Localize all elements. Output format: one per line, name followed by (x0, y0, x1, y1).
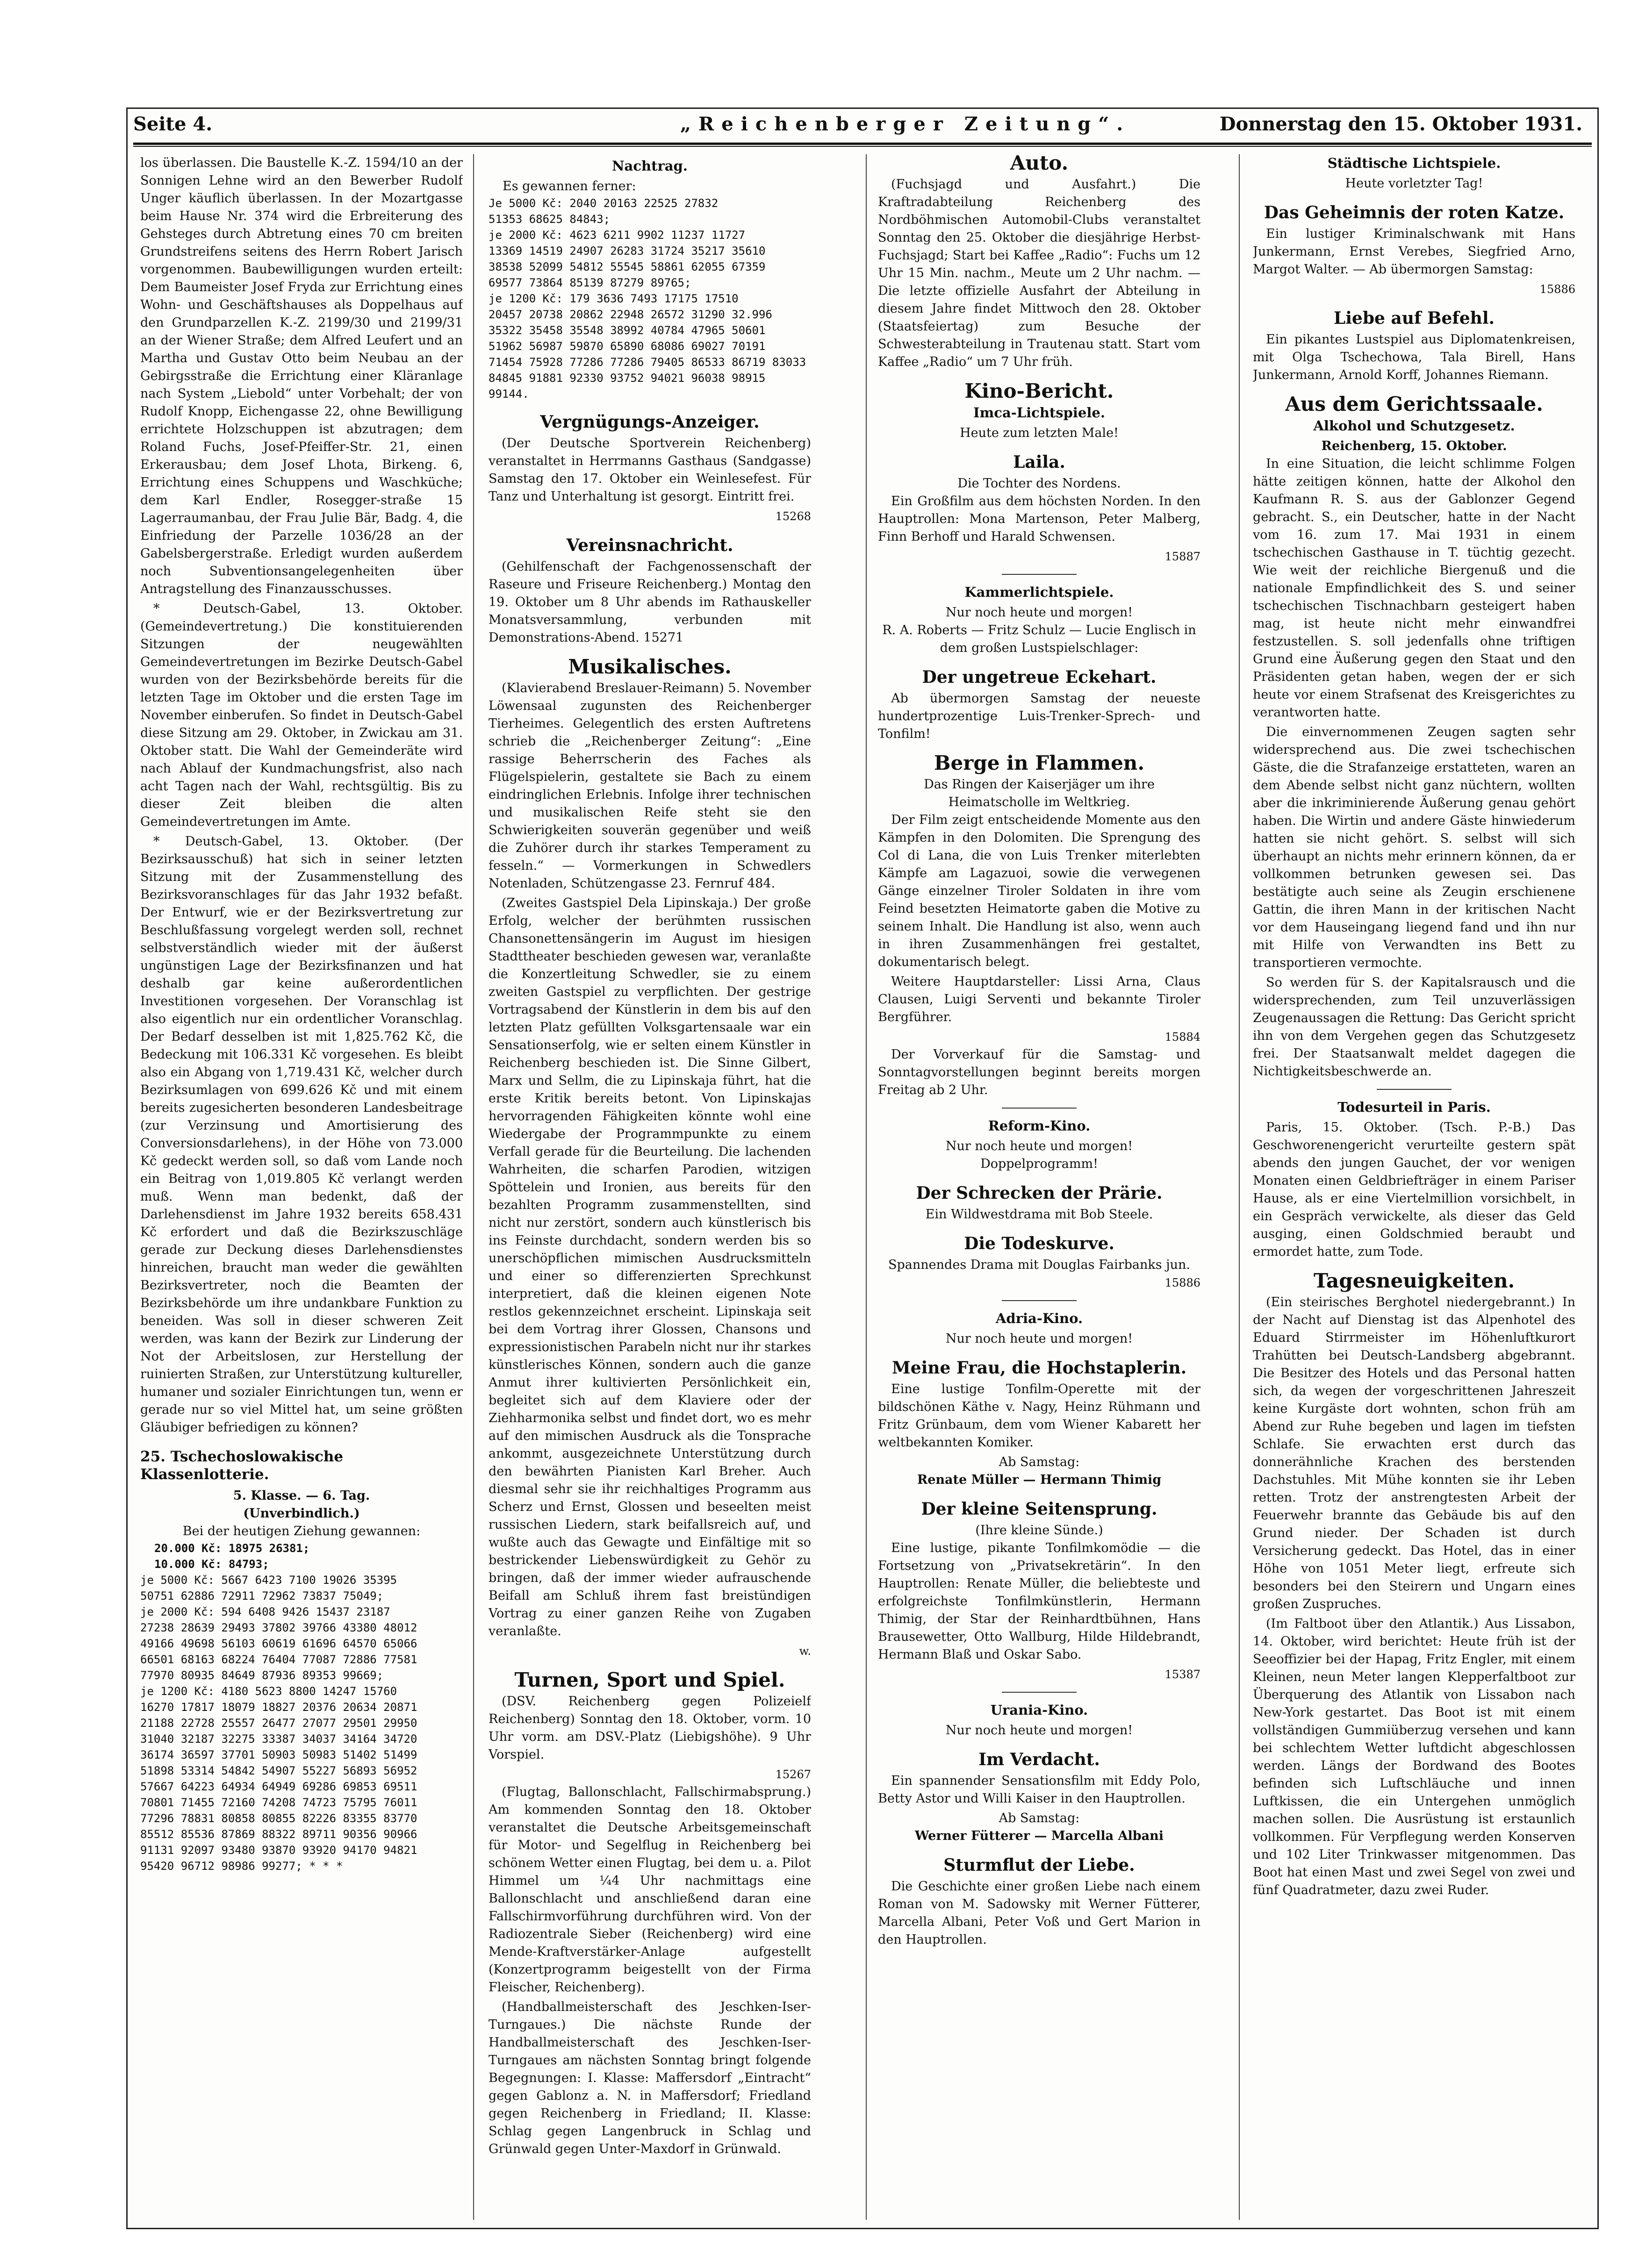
article-paragraph: (Ein steirisches Berghotel niedergebrannt.) In der Nacht auf Dienstag ist das Alpenhotel des Eduard Stirrmeister im Höhenluftkurort Trahütten bei Deutsch-Landsberg abgebrannt. Die Besitzer des Hotels und das Personal hatten sich, da wegen der vorgeschrittenen Jahreszeit keine Kurgäste dort wohnten, schon früh am Abend zur Ruhe begeben und lagen im tiefsten Schlafe. Sie erwachten erst durch das donnerähnliche Krachen des berstenden Dachstuhles. Mit Mühe konnten sie ihr Leben retten. Trotz der anstrengtesten Arbeit der Feuerwehr brannte das Gebäude bis auf den Grund nieder. Der Schaden ist durch Versicherung gedeckt. Das Hotel, das in einer Höhe von 1051 Meter liegt, erfreute sich besonders bei den Steirern und Ungarn eines großen Zuspruches. (1253, 1295, 1575, 1611)
film-title: Sturmflut der Liebe. (943, 1855, 1135, 1875)
film-cast: Werner Fütterer — Marcella Albani (915, 1829, 1164, 1843)
lottery-line: 31040 32187 32275 33387 34037 34164 34720 (140, 1732, 417, 1746)
nachtrag-line: je 2000 Kč: 4623 6211 9902 11237 11727 (489, 229, 746, 242)
section-title-musik: Musikalisches. (568, 655, 732, 678)
film-description: Ein Großfilm aus dem höchsten Norden. In den Hauptrollen: Mona Martenson, Peter Malberg, Finn Berhoff und Harald Schwensen. (878, 494, 1200, 544)
nachtrag-numbers (489, 195, 811, 402)
column-divider (1239, 154, 1240, 2220)
film-date: Ab Samstag: (999, 1455, 1080, 1469)
lottery-line: 36174 36597 37701 50903 50983 51402 51499 (140, 1748, 417, 1761)
ad-number: 15886 (1539, 283, 1575, 296)
film-title: Die Todeskurve. (964, 1234, 1114, 1253)
cinema-name: Adria-Kino. (995, 1310, 1083, 1326)
lottery-numbers (140, 1540, 463, 1874)
author-signature: w. (799, 1645, 811, 1658)
film-description: Ein spannender Sensationsfilm mit Eddy Polo, Betty Astor und Willi Kaiser in den Hauptrollen. (878, 1774, 1200, 1806)
article-paragraph: (Gehilfenschaft der Fachgenossenschaft der Raseure und Friseure Reichenberg.) Montag den 19. Oktober um 8 Uhr abends im Rathauskeller Monatsversammlung, verbunden mit Demonstrations-Abend. 15271 (489, 559, 811, 645)
film-date: Ab Samstag: (999, 1811, 1080, 1825)
film-description: Der Film zeigt entscheidende Momente aus den Kämpfen in den Dolomiten. Die Sprengung des Col di Lana, die von Luis Trenker miterlebten Kämpfe am Lagazuoi, sowie die verwegenen Gänge einzelner Tiroler Soldaten in ihre vom Feind besetzten Heimatorte gaben die Motive zu seinem Inhalt. Die Handlung ist also, wenn auch in ihren Zusammenhängen frei gestaltet, dokumentarisch belegt. (878, 813, 1200, 969)
film-title: Das Geheimnis der roten Katze. (1264, 203, 1565, 222)
cinema-line: Nur noch heute und morgen! (945, 605, 1133, 620)
nachtrag-line: 71454 75928 77286 77286 79405 86533 86719 83033 (489, 356, 806, 369)
article-paragraph: * Deutsch-Gabel, 13. Oktober. (Der Bezirksausschuß) hat sich in seiner letzten Sitzung mit der Zusammenstellung des Bezirksvoranschlages für das Jahr 1932 befaßt. Der Entwurf, wie er der Bezirksvertretung zur Beschlußfassung vorgelegt werden soll, rechnet selbstverständlich wieder mit der äußerst ungünstigen Lage der Bezirksfinanzen und hat deshalb gar keine außerordentlichen Investitionen vorgesehen. Der Voranschlag ist also eigentlich nur ein ordentlicher Voranschlag. Der Bedarf desselben ist mit 1,825.762 Kč, die Bedeckung mit 106.331 Kč vorgesehen. Es bleibt also ein Abgang von 1,719.431 Kč, welcher durch Bezirksumlagen von 699.626 Kč und mit einem bereits zugesicherten besonderen Landesbeitrage (zur Verzinsung und Amortisierung des Conversionsdarlehens), in der Höhe von 73.000 Kč gedeckt werden soll, so daß vom Lande noch ein Beitrag von 1,019.805 Kč verlangt werden muß. Wenn man bedenkt, daß der Darlehensdienst im Jahre 1932 bereits 658.431 Kč erfordert und daß die Bezirkszuschläge gerade zur Deckung dieses Darlehensdienstes hinreichen, braucht man weder die gewählten Bezirksvertreter, noch die Beamten der Bezirksbehörde um ihre undankbare Funktion zu beneiden. Was soll in dieser schweren Zeit werden, was kann der Bezirk zur Linderung der Not der Arbeitslosen, zur Herstellung der ruinierten Straßen, zur Unterstützung kultureller, humaner und sozialer Einrichtungen tun, wenn er gerade nur so viel Mittel hat, um seine größten Gläubiger befriedigen zu können? (140, 834, 463, 1435)
film-cast: Renate Müller — Hermann Thimig (917, 1473, 1162, 1487)
section-title-kino: Kino-Bericht. (964, 379, 1114, 402)
article-paragraph: So werden für S. der Kapitalsrausch und die widersprechenden, zum Teil unzuverlässigen Zeugenaussagen die Rettung: Das Gericht spricht ihn von dem Vergehen gegen das Schutzgesetz frei. Der Staatsanwalt meldet dagegen die Nichtigkeitsbeschwerde an. (1253, 975, 1575, 1079)
separator (1002, 1108, 1077, 1109)
ad-number: 15268 (775, 510, 811, 523)
lottery-line: je 2000 Kč: 594 6408 9426 15437 23187 (140, 1605, 390, 1618)
section-title-verein: Vereinsnachricht. (566, 536, 733, 555)
film-subtitle: Ein Wildwestdrama mit Bob Steele. (925, 1207, 1153, 1222)
column-4 (1253, 154, 1575, 2220)
lottery-class: 5. Klasse. — 6. Tag. (233, 1488, 370, 1503)
section-title-turnen: Turnen, Sport und Spiel. (514, 1668, 785, 1691)
cinema-line: Nur noch heute und morgen! (945, 1723, 1133, 1738)
article-paragraph: (Der Deutsche Sportverein Reichenberg) veranstaltet in Herrmanns Gasthaus (Sandgasse) Samstag den 17. Oktober ein Weinlesefest. Für Tanz und Unterhaltung ist gesorgt. Eintritt frei. (489, 436, 811, 504)
article-title: Todesurteil in Paris. (1337, 1099, 1491, 1115)
article-paragraph: Paris, 15. Oktober. (Tsch. P.-B.) Das Geschworenengericht verurteilte gestern spät abends den jungen Gauchet, der vor wenigen Monaten einen Geldbriefträger in einem Pariser Hause, als er eine Viertelmillion vorsichbelt, in ein Gespräch verwickelte, als dieser das Geld ausging, einen Goldschmied beraubt und ermordet hatte, zum Tode. (1253, 1120, 1575, 1259)
article-paragraph: (Handballmeisterschaft des Jeschken-Iser-Turngaues.) Die nächste Runde der Handballmeisterschaft des Jeschken-Iser-Turngaues am nächsten Sonntag bringt folgende Begegnungen: I. Klasse: Maffersdorf „Eintracht“ gegen Gablonz a. N. in Maffersdorf; Friedland gegen Reichenberg in Friedland; II. Klasse: Schlag gegen Langenbruck in Schlag und Grünwald gegen Unter-Maxdorf in Grünwald. (489, 2000, 811, 2156)
lottery-line: 27238 28639 29493 37802 39766 43380 48012 (140, 1621, 417, 1634)
column-1 (140, 154, 463, 2220)
cinema-line: Nur noch heute und morgen! (945, 1139, 1133, 1153)
film-description: Ein pikantes Lustspiel aus Diplomatenkreisen, mit Olga Tschechowa, Tala Birell, Hans Junkermann, Arnold Korff, Johannes Riemann. (1253, 332, 1575, 382)
nachtrag-line: 51962 56987 59870 65890 68086 69027 70191 (489, 340, 766, 353)
lottery-line: 21188 22728 25557 26477 27077 29501 29950 (140, 1717, 417, 1730)
article-paragraph: (Zweites Gastspiel Dela Lipinskaja.) Der große Erfolg, welcher der berühmten russischen Chansonettensängerin im August im hiesigen Stadttheater beschieden gewesen war, veranlaßte die Konzertleitung Schwedler, sie zu einem zweiten Gastspiel zu verpflichten. Der gestrige Vortragsabend der Künstlerin in dem bis auf den letzten Platz gefüllten Volksgartensaale war ein Sensationserfolg, wie er selten einem Künstler in Reichenberg beschieden ist. Die Sinne Gilbert, Marx und Sellm, die zu Lipinskaja führt, hat die erste Kritik bereits betont. Von Lipinskajas hervorragenden Fähigkeiten könnte wohl eine Wiedergabe der Programmpunkte zu einem Verfall gerade für die Beurteilung. Die lachenden Wahrheiten, die scharfen Parodien, witzigen Spöttelein und Ironien, aus bereits für den bezahlten Programm zusammenstellten, sind nicht nur zerstört, sondern auch künstlerisch bis ins Feinste durchdacht, sondern werden bis so unerschöpflichen mimischen Ausdrucksmitteln und einer so differenzierten Sprechkunst interpretiert, daß die kleinen eigenen Note restlos gekennzeichnet erscheint. Lipinskaja seit bei dem Vortrag ihrer Glossen, Chansons und expressionistischen Parabeln nicht nur ihr starkes künstlerisches Können, sondern auch die ganze Anmut ihrer kultivierten Persönlichkeit ein, begleitet sich auf dem Klaviere oder der Ziehharmonika selbst und findet dort, wo es mehr auf den mimischen Ausdruck als die Tonsprache ankommt, ausgezeichnete Unterstützung durch den bewährten Pianisten Karl Breher. Auch diesmal sehr sie ihr reichhaltiges Programm aus Scherz und Ernst, Glossen und beseelten meist russischen Liedern, stark beifallsreich auf, und wußte auch das Gewagte und Einfältige mit so bestrickender Liebenswürdigkeit zu Gehör zu bringen, daß der immer wieder aufrauschende Beifall am Schluß ihrem fast breistündigen Vortrag zu einer ganzen Reihe von Zugaben veranlaßte. (489, 896, 811, 1638)
film-description: Ein lustiger Kriminalschwank mit Hans Junkermann, Ernst Verebes, Siegfried Arno, Margot Walter. — Ab übermorgen Samstag: (1253, 227, 1575, 277)
lottery-line: 10.000 Kč: 84793; (154, 1558, 269, 1571)
lottery-line: 95420 96712 98986 99277; * * * (140, 1860, 343, 1873)
film-title: Im Verdacht. (978, 1750, 1100, 1769)
lottery-line: 16270 17817 18079 18827 20376 20634 20871 (140, 1701, 417, 1714)
article-paragraph: * Deutsch-Gabel, 13. Oktober. (Gemeindevertretung.) Die konstituierenden Sitzungen der neugewählten Gemeindevertretungen im Bezirke Deutsch-Gabel wurden von der Bezirksbehörde bereits für die letzten Tage im Oktober und die ersten Tage im November einberufen. So findet in Deutsch-Gabel diese Sitzung am 29. Oktober, in Zwickau am 31. Oktober statt. Die Wahl der Gemeinderäte wird nach Ablauf der Kundmachungsfrist, also nach acht Tagen nach der Wahl, rechtsgültig. Bis zu dieser Zeit bleiben die alten Gemeindevertretungen im Amte. (140, 601, 463, 829)
nachtrag-title: Nachtrag. (612, 158, 688, 174)
lottery-line: 57667 64223 64934 64949 69286 69853 69511 (140, 1780, 417, 1793)
header-rule (133, 143, 1592, 145)
cinema-line: Heute zum letzten Male! (960, 426, 1119, 440)
lottery-line: 77296 78831 80858 80855 82226 83355 83770 (140, 1812, 417, 1825)
film-title: Berge in Flammen. (934, 751, 1144, 774)
nachtrag-line: 13369 14519 24907 26283 31724 35217 35610 (489, 244, 766, 258)
lottery-title: 25. Tschechoslowakische Klassenlotterie. (140, 1448, 344, 1483)
nachtrag-line: Je 5000 Kč: 2040 20163 22525 27832 (489, 197, 719, 210)
nachtrag-line: 20457 20738 20862 22948 26572 31290 32.996 (489, 308, 772, 321)
ad-number: 15884 (1164, 1030, 1200, 1044)
lottery-line: 66501 68163 68224 76404 77087 72886 77581 (140, 1653, 417, 1666)
lottery-line: 91131 92097 93480 93870 93920 94170 94821 (140, 1844, 417, 1857)
article-paragraph: Die einvernommenen Zeugen sagten sehr widersprechend aus. Die zwei tschechischen Gäste, die die Strafanzeige erstatteten, waren an dem Abende selbst nicht ganz nüchtern, wollten aber die inkriminierende Äußerung genau gehört haben. Die Wirtin und andere Gäste hinwiederum hatten sie nicht gehört. S. selbst will sich überhaupt an nichts mehr erinnern können, da er vollkommen betrunken gewesen sei. Das bestätigte auch seine als Zeugin erschienene Gattin, die ihren Mann in der kritischen Nacht vor dem Hauseingang liegend fand und ihn nur mit Hilfe von Verwandten ins Bett zu transportieren vermochte. (1253, 725, 1575, 970)
nachtrag-line: 84845 91881 92330 93752 94021 96038 98915 (489, 372, 766, 385)
nachtrag-line: 35322 35458 35548 38992 40784 47965 50601 (489, 324, 766, 337)
dateline: Reichenberg, 15. Oktober. (1321, 439, 1507, 453)
section-title-gericht: Aus dem Gerichtssaale. (1285, 393, 1543, 415)
article-paragraph: (Im Faltboot über den Atlantik.) Aus Lissabon, 14. Oktober, wird berichtet: Heute früh ist der Seeoffizier bei der Hapag, Fritz Engler, mit einem Kleinen, neun Meter langen Klepperfaltboot zur Überquerung des Atlantik von Lissabon nach New-York gestartet. Das Boot ist mit einem vollständigen Gummiüberzug versehen und kann bei schlechtem Wetter luftdicht abgeschlossen werden. Längs der Bordwand des Bootes befinden sich Luftschläuche und innen Luftkissen, die ein Untergehen unmöglich machen sollen. Die Ausrüstung ist erstaunlich vollkommen. Für Verpflegung werden Konserven und 102 Liter Trinkwasser mitgenommen. Das Boot hat einen Mast und zwei Segel von zwei und fünf Quadratmeter, dazu zwei Ruder. (1253, 1617, 1575, 1897)
separator (1002, 1692, 1077, 1693)
film-subtitle: Spannendes Drama mit Douglas Fairbanks jun. (888, 1258, 1190, 1272)
section-title-auto: Auto. (1010, 154, 1069, 174)
lottery-line: je 1200 Kč: 4180 5623 8800 14247 15760 (140, 1685, 397, 1698)
article-paragraph: los überlassen. Die Baustelle K.-Z. 1594/10 an der Sonnigen Lehne wird an den Bewerber Rudolf Unger käuflich überlassen. In der Mozartgasse beim Hause Nr. 374 wird die Erbreiterung des Gehsteges durch Abtretung eines 70 cm breiten Grundstreifens seitens des Herrn Robert Jarisch vorgenommen. Baubewilligungen wurden erteilt: Dem Baumeister Josef Fryda zur Errichtung eines Wohn- und Geschäftshauses als Doppelhaus auf den Grundparzellen K.-Z. 2199/30 und 2199/31 an der Wiener Straße; dem Alfred Leufert und an Martha und Gustav Otto beim Neubau an der Gebirgsstraße die Errichtung einer Kläranlage nach System „Liebold“ unter Vorbehalt; der von Rudolf Knopp, Eichengasse 22, ohne Bewilligung errichtete Holzschuppen ist abzutragen; dem Roland Fuchs, Josef-Pfeiffer-Str. 21, einen Erkerausbau; dem Josef Lhota, Birkeng. 6, Errichtung eines Schuppens und Waschküche; dem Karl Endler, Rosegger-straße 15 Lagerraumanbau, der Frau Julie Bär, Badg. 4, die Einfriedung der Parzelle 1036/28 an der Gabelsbergerstraße. Erledigt wurden außerdem noch Subventionsangelegenheiten über Antragstellung des Finanzausschusses. (140, 156, 463, 596)
film-title: Der Schrecken der Prärie. (916, 1183, 1163, 1203)
film-subtitle: Das Ringen der Kaiserjäger um ihre Heimatscholle im Weltkrieg. (924, 777, 1155, 809)
ad-number: 15887 (1164, 550, 1200, 563)
nachtrag-line: 38538 52099 54812 55545 58861 62055 67359 (489, 260, 766, 273)
article-paragraph: (Klavierabend Breslauer-Reimann) 5. November Löwensaal zugunsten des Reichenberger Tierheimes. Gelegentlich des ersten Auftretens schrieb die „Reichenberger Zeitung“: „Eine rassige Beherrscherin des Faches als Flügelspielerin, gestaltete sie Bach zu einem eindringlichen Erlebnis. Infolge ihrer technischen und musikalischen Reife steht sie den Schwierigkeiten souverän gegenüber und weiß die Zuhörer durch ihr starkes Temperament zu fesseln.“ — Vormerkungen in Schwedlers Notenladen, Schützengasse 23. Fernruf 484. (489, 681, 811, 891)
column-2 (489, 154, 811, 2220)
issue-date: Donnerstag den 15. Oktober 1931. (1219, 113, 1582, 135)
separator (1377, 1089, 1452, 1090)
cinema-program: Doppelprogramm! (980, 1157, 1098, 1171)
article-paragraph: In eine Situation, die leicht schlimme Folgen hätte zeitigen können, hatte der Alkohol den Kaufmann R. S. aus der Gablonzer Gegend gebracht. S., ein Deutscher, hatte in der Nacht vom 16. zum 17. Mai 1931 in einem tschechischen Gasthause in T. tüchtig gezecht. Wie weit der reichliche Biergenuß und die nationale Empfindlichkeit des S. und seiner tschechischen Tischnachbarn gesteigert haben mag, ist heute nicht mehr einwandfrei festzustellen. S. soll jedenfalls ohne triftigen Grund eine Äußerung gegen den Staat und den Präsidenten getan haben, wegen der er sich heute vor einem Strafsenat des Kreisgerichtes zu verantworten hatte. (1253, 457, 1575, 720)
cinema-line: Nur noch heute und morgen! (945, 1331, 1133, 1346)
lottery-intro: Bei der heutigen Ziehung gewannen: (182, 1524, 421, 1538)
page-header (133, 113, 1592, 141)
lottery-line: 51898 53314 54842 54907 55227 56893 56952 (140, 1764, 417, 1777)
column-divider (473, 154, 474, 2220)
lottery-line: 85512 85536 87869 88322 89711 90356 90966 (140, 1828, 417, 1841)
film-description: Die Geschichte einer großen Liebe nach einem Roman von M. Sadowsky mit Werner Fütterer, Marcella Albani, Peter Voß und Gert Marion in den Hauptrollen. (878, 1879, 1200, 1947)
ad-number: 15886 (1164, 1276, 1200, 1289)
nachtrag-line: 51353 68625 84843; (489, 213, 611, 226)
film-cast: Weitere Hauptdarsteller: Lissi Arna, Claus Clausen, Luigi Serventi und bekannte Tiroler Bergführer. (878, 974, 1200, 1024)
lottery-line: 20.000 Kč: 18975 26381; (154, 1542, 310, 1555)
film-title: Der ungetreue Eckehart. (922, 667, 1157, 687)
separator (1002, 574, 1077, 575)
article-paragraph: (DSV. Reichenberg gegen Polizeielf Reichenberg) Sonntag den 18. Oktober, vorm. 10 Uhr vorm. am DSV.-Platz (Liebigshöhe). 9 Uhr Vorspiel. (489, 1694, 811, 1762)
lottery-line: 77970 80935 84649 87936 89353 99669; (140, 1669, 384, 1682)
cinema-line: Heute vorletzter Tag! (1345, 176, 1483, 191)
section-title-vergnuegungen: Vergnügungs-Anzeiger. (540, 412, 760, 432)
cinema-name: Urania-Kino. (990, 1702, 1088, 1718)
cinema-name: Imca-Lichtspiele. (973, 405, 1105, 421)
column-3 (878, 154, 1200, 2220)
column-divider (866, 154, 867, 2220)
film-title: Liebe auf Befehl. (1333, 308, 1495, 328)
nachtrag-line: je 1200 Kč: 179 3636 7493 17175 17510 (489, 292, 739, 305)
page-number: Seite 4. (133, 113, 213, 135)
newspaper-title: „Reichenberger Zeitung“. (680, 113, 1131, 135)
nachtrag-line: 69577 73864 85139 87279 89765; (489, 276, 691, 289)
lottery-note: (Unverbindlich.) (243, 1506, 360, 1521)
cinema-name: Städtische Lichtspiele. (1327, 155, 1501, 171)
lottery-line: 49166 49698 56103 60619 61696 64570 65066 (140, 1637, 417, 1650)
film-note: Der Vorverkauf für die Samstag- und Sonntagvorstellungen beginnt bereits morgen Freitag ab 2 Uhr. (878, 1047, 1200, 1097)
film-description: Eine lustige Tonfilm-Operette mit der bildschönen Käthe v. Nagy, Heinz Rühmann und Fritz Grünbaum, dem vom Wiener Kabarett her weltbekannten Komiker. (878, 1382, 1200, 1450)
film-title: Laila. (1013, 452, 1065, 472)
lottery-line: je 5000 Kč: 5667 6423 7100 19026 35395 (140, 1574, 397, 1587)
nachtrag-line: 99144. (489, 387, 529, 401)
article-paragraph: (Flugtag, Ballonschlacht, Fallschirmabsprung.) Am kommenden Sonntag den 18. Oktober veranstaltet die Deutsche Arbeitsgemeinschaft für Motor- und Segelflug in Reichenberg bei schönem Wetter einen Flugtag, bei dem u. a. Pilot Himmel um ¼4 Uhr nachmittags eine Ballonschlacht und anschließend daran eine Fallschirmvorführung durchführen wird. Von der Radiozentrale Sieber (Reichenberg) wird eine Mende-Kraftverstärker-Anlage aufgestellt (Konzertprogramm beigestellt von der Firma Fleischer, Reichenberg). (489, 1785, 811, 1995)
ad-number: 15387 (1164, 1668, 1200, 1681)
header-rule-thin (133, 146, 1592, 147)
nachtrag-intro: Es gewannen ferner: (503, 179, 636, 193)
lottery-line: 50751 62886 72911 72962 73837 75049; (140, 1589, 384, 1603)
film-note: Ab übermorgen Samstag der neueste hundertprozentige Luis-Trenker-Sprech- und Tonfilm! (878, 691, 1200, 741)
article-paragraph: (Fuchsjagd und Ausfahrt.) Die Kraftradabteilung Reichenberg des Nordböhmischen Automobil-Clubs veranstaltet Sonntag den 25. Oktober die diesjährige Herbst-Fuchsjagd; Start bei Kaffee „Radio“: Fuchs um 12 Uhr 15 Min. nachm., Meute um 2 Uhr nachm. — Die letzte offizielle Ausfahrt der Abteilung in diesem Jahre findet Mittwoch den 28. Oktober (Staatsfeiertag) zum Besuche der Schwesterabteilung in Trautenau statt. Start vom Kaffee „Radio“ um 7 Uhr früh. (878, 177, 1200, 369)
cinema-name: Kammerlichtspiele. (964, 584, 1114, 600)
film-description: Eine lustige, pikante Tonfilmkomödie — die Fortsetzung von „Privatsekretärin“. In den Hauptrollen: Renate Müller, die beliebteste und erfolgreichste Tonfilmkünstlerin, Hermann Thimig, der Star der Reinhardtbühnen, Hans Brausewetter, Otto Wallburg, Hilde Hildebrandt, Hermann Blaß und Oskar Sabo. (878, 1541, 1200, 1662)
lottery-line: 70801 71455 72160 74208 74723 75795 76011 (140, 1796, 417, 1809)
separator (1002, 1300, 1077, 1301)
film-subtitle: (Ihre kleine Sünde.) (975, 1523, 1103, 1538)
film-cast: R. A. Roberts — Fritz Schulz — Lucie Englisch in dem großen Lustspielschlager: (882, 623, 1196, 655)
film-title: Der kleine Seitensprung. (921, 1499, 1157, 1519)
film-subtitle: Die Tochter des Nordens. (957, 476, 1121, 491)
film-title: Meine Frau, die Hochstaplerin. (891, 1358, 1187, 1378)
section-title-tagesneuigkeiten: Tagesneuigkeiten. (1313, 1269, 1515, 1292)
cinema-name: Reform-Kino. (988, 1118, 1091, 1134)
ad-number: 15267 (775, 1768, 811, 1781)
article-subtitle: Alkohol und Schutzgesetz. (1313, 418, 1515, 434)
